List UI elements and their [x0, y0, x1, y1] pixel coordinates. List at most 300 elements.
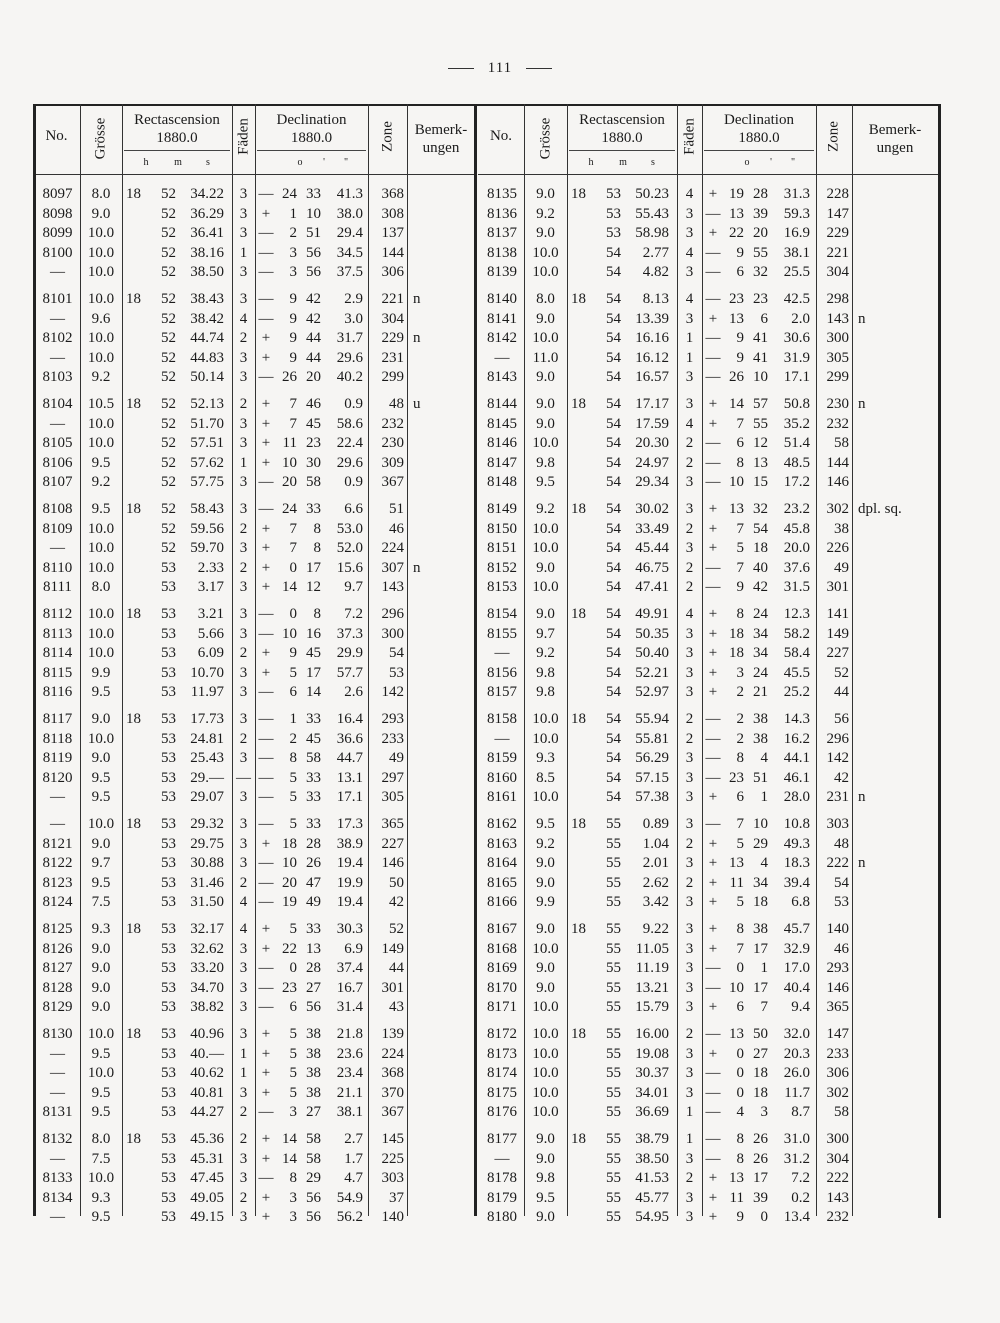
cell-dec-min: 0 [760, 1209, 768, 1225]
cell-ra-s: 4.82 [642, 264, 669, 280]
cell-dec-sign: — [705, 1131, 721, 1147]
cell-dec-deg: 3 [289, 1104, 297, 1120]
cell-zone: 232 [826, 415, 849, 432]
cell-no: 8123 [42, 874, 73, 891]
cell-dec-min: 27 [306, 979, 321, 996]
cell-zone: 293 [381, 711, 404, 727]
cell-dec-sec: 52.0 [336, 540, 363, 556]
cell-no: 8125 [42, 921, 73, 937]
cell-faeden: 1 [239, 1045, 248, 1062]
cell-dec-deg: 2 [289, 730, 297, 747]
cell-dec-sign: + [261, 520, 271, 537]
cell-dec-sec: 28.0 [783, 789, 810, 805]
header-no: No. [489, 128, 513, 144]
cell-dec-sec: 9.4 [791, 999, 810, 1015]
cell-zone: 301 [826, 579, 849, 595]
cell-dec-sign: — [258, 855, 274, 871]
cell-no: 8119 [42, 750, 73, 766]
cell-ra-s: 19.08 [635, 1045, 669, 1062]
cell-ra-m: 53 [161, 625, 176, 642]
cell-zone: 299 [826, 369, 849, 385]
cell-dec-min: 33 [306, 816, 321, 832]
cell-groesse: 9.9 [536, 894, 555, 910]
table-row [0, 558, 1000, 578]
cell-dec-min: 30 [306, 454, 321, 471]
cell-ra-m: 53 [606, 186, 621, 202]
cell-ra-s: 29.75 [190, 835, 224, 852]
cell-dec-deg: 14 [282, 579, 297, 595]
cell-no: 8109 [42, 520, 73, 537]
cell-dec-sign: — [258, 894, 274, 910]
table-row [0, 367, 1000, 387]
cell-ra-h: 18 [571, 1026, 586, 1042]
cell-dec-sec: 2.6 [344, 684, 363, 700]
cell-dec-min: 17 [753, 1170, 768, 1186]
cell-dec-min: 45 [306, 645, 321, 661]
cell-no: — [50, 264, 65, 280]
cell-dec-sec: 19.4 [336, 855, 363, 871]
cell-dec-deg: 8 [736, 606, 744, 622]
cell-zone: 302 [826, 1084, 849, 1101]
cell-no: — [50, 540, 65, 556]
cell-dec-deg: 13 [729, 1170, 744, 1186]
cell-ra-m: 53 [161, 874, 176, 891]
cell-dec-sign: + [708, 940, 718, 957]
cell-dec-min: 6 [760, 310, 768, 327]
cell-faeden: 3 [685, 540, 694, 556]
cell-zone: 229 [381, 330, 404, 346]
cell-ra-m: 53 [161, 835, 176, 852]
cell-dec-sec: 35.2 [783, 415, 810, 432]
cell-dec-min: 26 [753, 1131, 768, 1147]
cell-no: 8110 [42, 559, 73, 576]
cell-faeden: 3 [685, 979, 694, 996]
header-bemerk-2: ungen [876, 140, 914, 156]
cell-dec-sec: 34.5 [336, 244, 363, 261]
cell-no: 8104 [42, 396, 73, 412]
cell-no: 8157 [487, 684, 517, 700]
cell-no: 8101 [42, 291, 73, 307]
cell-ra-s: 13.21 [635, 979, 669, 996]
cell-dec-sign: + [261, 559, 271, 576]
table-row [0, 709, 1000, 729]
cell-ra-s: 44.74 [190, 330, 224, 346]
cell-groesse: 10.0 [87, 244, 115, 261]
cell-ra-m: 53 [161, 750, 176, 766]
header-ra-unit: s [651, 157, 655, 168]
cell-bemerkung: n [413, 330, 421, 346]
cell-dec-min: 7 [760, 999, 768, 1015]
table-row [0, 348, 1000, 368]
table-row [0, 853, 1000, 873]
cell-dec-sec: 45.5 [783, 664, 810, 681]
cell-dec-min: 10 [753, 816, 768, 832]
cell-dec-deg: 9 [289, 349, 297, 366]
table-row [0, 328, 1000, 348]
cell-no: 8120 [42, 769, 73, 786]
cell-dec-deg: 23 [729, 769, 744, 786]
cell-dec-sec: 23.4 [336, 1065, 363, 1081]
cell-dec-sec: 32.9 [783, 940, 810, 957]
cell-dec-sec: 0.9 [344, 474, 363, 490]
cell-ra-m: 55 [606, 855, 621, 871]
cell-ra-m: 54 [606, 435, 621, 451]
cell-dec-min: 4 [760, 855, 768, 871]
cell-zone: 38 [834, 520, 849, 537]
cell-no: — [50, 1065, 65, 1081]
cell-zone: 233 [826, 1045, 849, 1062]
cell-dec-min: 34 [753, 625, 768, 642]
cell-dec-sign: — [705, 960, 721, 976]
cell-groesse: 9.0 [536, 979, 555, 996]
cell-ra-m: 52 [161, 264, 176, 280]
cell-dec-sec: 21.8 [336, 1026, 363, 1042]
cell-no: 8171 [487, 999, 517, 1015]
cell-dec-min: 33 [306, 711, 321, 727]
cell-no: 8097 [42, 186, 73, 202]
cell-dec-sign: + [261, 435, 271, 451]
cell-dec-deg: 8 [736, 454, 744, 471]
cell-dec-deg: 18 [282, 835, 297, 852]
header-bemerk-2: ungen [422, 140, 460, 156]
cell-dec-sign: — [258, 501, 274, 517]
cell-ra-m: 52 [161, 291, 176, 307]
header-dec-unit: o [297, 157, 303, 168]
table-row [0, 243, 1000, 263]
cell-faeden: 3 [239, 960, 248, 976]
cell-dec-sign: + [261, 664, 271, 681]
cell-ra-s: 49.05 [190, 1189, 224, 1206]
cell-groesse: 9.0 [536, 310, 555, 327]
table-row [0, 1188, 1000, 1208]
cell-dec-min: 23 [753, 291, 768, 307]
cell-groesse: 9.0 [536, 1131, 555, 1147]
cell-dec-deg: 7 [289, 396, 297, 412]
cell-dec-deg: 5 [289, 1045, 297, 1062]
cell-dec-sign: — [258, 291, 274, 307]
cell-dec-deg: 9 [289, 291, 297, 307]
cell-ra-s: 38.79 [635, 1131, 669, 1147]
cell-groesse: 10.0 [532, 1045, 559, 1062]
cell-faeden: 3 [685, 264, 694, 280]
cell-dec-sec: 29.4 [336, 225, 363, 241]
cell-groesse: 10.0 [532, 940, 559, 957]
table-row [0, 309, 1000, 329]
cell-no: 8102 [42, 330, 73, 346]
cell-ra-s: 31.50 [190, 894, 224, 910]
cell-groesse: 10.0 [87, 1170, 115, 1186]
cell-zone: 42 [389, 894, 404, 910]
cell-dec-deg: 5 [736, 835, 744, 852]
cell-faeden: 2 [685, 874, 694, 891]
header-groesse: Grösse [92, 117, 109, 160]
cell-ra-m: 52 [161, 396, 176, 412]
cell-ra-m: 53 [161, 684, 176, 700]
cell-ra-h: 18 [571, 816, 586, 832]
cell-groesse: 9.8 [536, 1170, 555, 1186]
cell-faeden: 3 [239, 415, 248, 432]
cell-ra-m: 54 [606, 291, 621, 307]
cell-no: 8121 [42, 835, 73, 852]
cell-dec-deg: 8 [736, 1150, 744, 1167]
cell-groesse: 10.0 [532, 579, 559, 595]
cell-ra-m: 55 [606, 1026, 621, 1042]
cell-dec-min: 44 [306, 330, 321, 346]
cell-no: 8133 [42, 1170, 73, 1186]
cell-ra-m: 55 [606, 1209, 621, 1225]
table-row [0, 499, 1000, 519]
cell-no: 8127 [42, 960, 73, 976]
cell-no: 8145 [487, 415, 517, 432]
cell-faeden: 3 [239, 435, 248, 451]
cell-no: 8164 [487, 855, 517, 871]
cell-dec-sign: — [705, 454, 721, 471]
cell-dec-sec: 36.6 [336, 730, 363, 747]
cell-zone: 143 [826, 1189, 849, 1206]
cell-faeden: 3 [239, 835, 248, 852]
cell-no: 8174 [487, 1065, 517, 1081]
cell-dec-sec: 45.8 [783, 520, 810, 537]
cell-no: 8100 [42, 244, 73, 261]
cell-zone: 44 [834, 684, 849, 700]
cell-no: 8177 [487, 1131, 517, 1147]
cell-dec-sec: 17.3 [336, 816, 363, 832]
cell-zone: 298 [826, 291, 849, 307]
cell-faeden: 3 [685, 816, 694, 832]
cell-dec-sign: — [258, 979, 274, 996]
table-row [0, 873, 1000, 893]
cell-faeden: 3 [685, 999, 694, 1015]
cell-no: 8180 [487, 1209, 517, 1225]
cell-dec-min: 20 [306, 369, 321, 385]
header-ra-epoch: 1880.0 [601, 130, 643, 146]
cell-ra-m: 52 [161, 540, 176, 556]
cell-zone: 300 [826, 1131, 849, 1147]
cell-zone: 304 [826, 1150, 849, 1167]
table-row [0, 814, 1000, 834]
cell-dec-deg: 5 [289, 1084, 297, 1101]
cell-ra-h: 18 [126, 1131, 141, 1147]
cell-dec-sec: 0.9 [344, 396, 363, 412]
cell-ra-m: 52 [161, 520, 176, 537]
cell-groesse: 10.0 [87, 730, 115, 747]
cell-faeden: 2 [239, 874, 248, 891]
cell-dec-sign: — [705, 559, 721, 576]
cell-dec-min: 20 [753, 225, 768, 241]
cell-no: 8128 [42, 979, 73, 996]
cell-ra-m: 53 [161, 606, 176, 622]
cell-zone: 56 [834, 711, 849, 727]
cell-ra-h: 18 [571, 1131, 586, 1147]
cell-dec-min: 44 [306, 349, 321, 366]
cell-ra-s: 34.70 [190, 979, 224, 996]
cell-bemerkung: n [858, 789, 866, 805]
cell-faeden: 3 [685, 310, 694, 327]
header-ra-title: Rectascension [579, 112, 665, 128]
table-row [0, 223, 1000, 243]
table-row [0, 184, 1000, 204]
cell-dec-deg: 8 [289, 750, 297, 766]
cell-zone: 367 [381, 474, 404, 490]
cell-no: 8115 [42, 664, 73, 681]
cell-dec-min: 18 [753, 894, 768, 910]
table-row [0, 289, 1000, 309]
cell-faeden: 2 [239, 330, 248, 346]
cell-groesse: 9.2 [91, 474, 111, 490]
cell-dec-sign: + [261, 205, 271, 222]
cell-ra-s: 17.17 [635, 396, 669, 412]
cell-zone: 304 [826, 264, 849, 280]
cell-dec-sign: + [708, 855, 718, 871]
cell-ra-m: 53 [161, 730, 176, 747]
cell-ra-m: 54 [606, 520, 621, 537]
cell-dec-sign: + [261, 1189, 271, 1206]
cell-no: 8135 [487, 186, 517, 202]
cell-dec-deg: 13 [729, 855, 744, 871]
cell-ra-s: 58.98 [635, 225, 669, 241]
cell-dec-min: 55 [753, 415, 768, 432]
cell-dec-min: 26 [753, 1150, 768, 1167]
cell-dec-sign: — [705, 1065, 721, 1081]
cell-no: — [50, 1045, 65, 1062]
header-dec-unit: o [744, 157, 750, 168]
cell-dec-sign: — [258, 225, 274, 241]
cell-ra-s: 58.43 [190, 501, 224, 517]
cell-faeden: 3 [685, 1084, 694, 1101]
cell-dec-sec: 2.9 [344, 291, 363, 307]
cell-dec-sign: + [261, 349, 271, 366]
table-row [0, 453, 1000, 473]
cell-zone: 149 [826, 625, 849, 642]
header-dec-title: Declination [276, 112, 347, 128]
cell-faeden: 4 [239, 894, 248, 910]
cell-no: 8122 [42, 855, 73, 871]
cell-ra-m: 54 [606, 415, 621, 432]
cell-ra-s: 57.62 [190, 454, 224, 471]
cell-dec-min: 10 [306, 205, 321, 222]
cell-dec-sign: — [258, 730, 274, 747]
cell-faeden: 4 [239, 921, 248, 937]
cell-ra-m: 53 [161, 921, 176, 937]
cell-no: 8173 [487, 1045, 517, 1062]
cell-dec-deg: 26 [729, 369, 744, 385]
cell-ra-s: 47.41 [635, 579, 669, 595]
cell-dec-min: 1 [760, 789, 768, 805]
cell-no: — [50, 816, 65, 832]
cell-no: 8098 [42, 205, 73, 222]
cell-groesse: 10.0 [532, 711, 559, 727]
cell-dec-deg: 10 [282, 625, 297, 642]
cell-groesse: 10.0 [87, 225, 115, 241]
cell-dec-min: 51 [753, 769, 768, 786]
cell-faeden: 3 [239, 1026, 248, 1042]
header-dec-rule [257, 150, 366, 151]
cell-dec-deg: 7 [289, 415, 297, 432]
cell-no: 8142 [487, 330, 517, 346]
cell-dec-sign: + [261, 330, 271, 346]
cell-ra-m: 52 [161, 369, 176, 385]
cell-dec-sec: 38.1 [336, 1104, 363, 1120]
cell-zone: 293 [826, 960, 849, 976]
cell-dec-sign: — [258, 310, 274, 327]
cell-ra-m: 54 [606, 684, 621, 700]
cell-groesse: 9.7 [91, 855, 111, 871]
cell-faeden: 3 [239, 979, 248, 996]
cell-dec-min: 50 [753, 1026, 768, 1042]
cell-dec-deg: 3 [289, 1189, 297, 1206]
cell-no: 8116 [42, 684, 73, 700]
cell-faeden: 3 [239, 474, 248, 490]
page-number-text: 111 [487, 60, 513, 76]
cell-dec-min: 21 [753, 684, 768, 700]
cell-ra-s: 38.50 [635, 1150, 669, 1167]
cell-dec-sec: 37.4 [336, 960, 363, 976]
cell-ra-h: 18 [571, 606, 586, 622]
cell-dec-min: 40 [753, 559, 768, 576]
cell-dec-sign: — [258, 711, 274, 727]
cell-ra-m: 53 [161, 855, 176, 871]
cell-dec-sign: + [708, 1045, 718, 1062]
cell-faeden: 3 [239, 684, 248, 700]
cell-dec-deg: 6 [289, 999, 297, 1015]
cell-dec-sec: 19.4 [336, 894, 363, 910]
cell-dec-sec: 31.4 [336, 999, 363, 1015]
cell-groesse: 9.3 [536, 750, 555, 766]
cell-no: 8126 [42, 940, 73, 957]
header-ra-epoch: 1880.0 [156, 130, 198, 146]
cell-ra-m: 53 [161, 559, 176, 576]
cell-dec-sec: 23.6 [336, 1045, 363, 1062]
cell-groesse: 9.0 [91, 711, 111, 727]
cell-zone: 303 [381, 1170, 404, 1186]
cell-ra-s: 38.16 [190, 244, 224, 261]
cell-no: — [50, 415, 65, 432]
cell-no: 8155 [487, 625, 517, 642]
cell-ra-m: 55 [606, 874, 621, 891]
cell-groesse: 9.0 [91, 750, 111, 766]
cell-dec-sign: + [708, 186, 718, 202]
table-row [0, 624, 1000, 644]
cell-dec-sec: 19.9 [336, 874, 363, 891]
cell-dec-sec: 56.2 [336, 1209, 363, 1225]
cell-dec-sec: 58.2 [783, 625, 810, 642]
cell-groesse: 8.0 [91, 1131, 111, 1147]
cell-dec-sec: 20.3 [783, 1045, 810, 1062]
cell-dec-deg: 9 [289, 645, 297, 661]
table-row [0, 643, 1000, 663]
cell-dec-deg: 6 [289, 684, 297, 700]
cell-no: — [494, 349, 510, 366]
cell-groesse: 11.0 [532, 349, 559, 366]
cell-dec-sign: — [258, 186, 274, 202]
cell-ra-s: 45.44 [635, 540, 669, 556]
cell-zone: 297 [381, 769, 404, 786]
header-dec-epoch: 1880.0 [290, 130, 333, 146]
cell-dec-sign: + [261, 835, 271, 852]
cell-dec-min: 38 [306, 1045, 321, 1062]
cell-dec-sign: — [258, 789, 274, 805]
cell-groesse: 9.5 [91, 874, 111, 891]
cell-ra-h: 18 [126, 291, 141, 307]
table-row [0, 604, 1000, 624]
cell-faeden: 3 [685, 750, 694, 766]
cell-faeden: 1 [239, 244, 248, 261]
table-row [0, 1024, 1000, 1044]
cell-groesse: 9.5 [91, 1104, 111, 1120]
cell-ra-m: 54 [606, 454, 621, 471]
cell-dec-sign: — [705, 244, 721, 261]
cell-no: 8176 [487, 1104, 517, 1120]
